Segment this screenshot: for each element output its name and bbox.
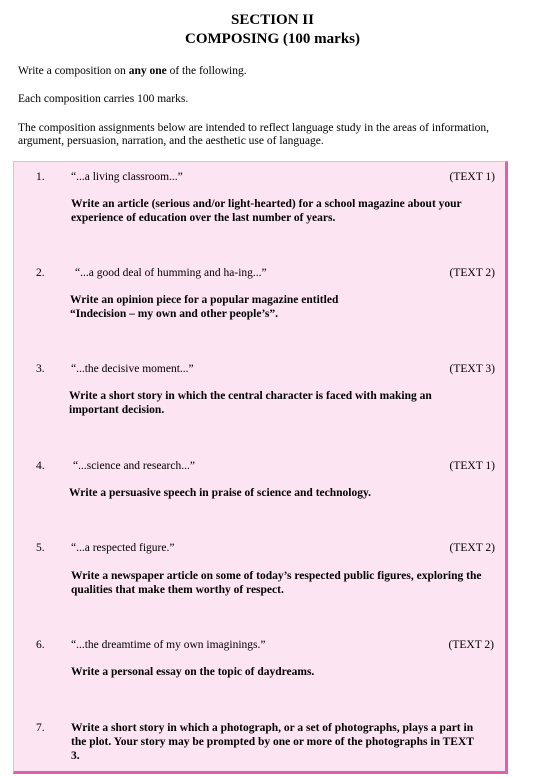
questions-box: [13, 161, 508, 774]
question-task: Write a short story in which the central character is faced with making an important decision.: [69, 390, 432, 416]
instruction-emphasis: any one: [128, 65, 167, 77]
question-task: Write a personal essay on the topic of daydreams.: [71, 666, 315, 678]
question-number: 1.: [36, 171, 45, 183]
question-quote: “...the dreamtime of my own imaginings.”: [71, 639, 266, 651]
question-quote: “...science and research...”: [73, 460, 195, 472]
instruction-assignments: The composition assignments below are intended to reflect language study in the areas of information, argument, persuasion, narration, and the aesthetic use of language.: [18, 122, 490, 147]
question-number: 2.: [36, 267, 45, 279]
question-number: 7.: [36, 722, 45, 734]
section-subtitle: COMPOSING (100 marks): [185, 31, 360, 47]
instruction-part: Write a composition on: [18, 65, 129, 77]
question-task: Write a short story in which a photograph, or a set of photographs, plays a part in the plot. Your story may be prompted by one or more of the photographs in TEXT 3.: [71, 722, 474, 762]
question-text-ref: (TEXT 3): [449, 363, 495, 375]
question-number: 6.: [36, 639, 45, 651]
question-quote: “...a living classroom...”: [71, 171, 183, 183]
question-task: Write an article (serious and/or light-hearted) for a school magazine about your experience of education over the last number of years.: [71, 198, 462, 224]
question-quote: “...a respected figure.”: [71, 542, 175, 554]
instruction-part: of the following.: [166, 65, 247, 77]
question-text-ref: (TEXT 2): [448, 639, 494, 651]
question-number: 3.: [36, 363, 45, 375]
question-number: 4.: [36, 460, 45, 472]
question-text-ref: (TEXT 2): [449, 267, 495, 279]
question-text-ref: (TEXT 1): [449, 460, 495, 472]
question-task: Write a persuasive speech in praise of science and technology.: [69, 487, 371, 499]
instruction-marks: Each composition carries 100 marks.: [18, 93, 189, 105]
question-quote: “...the decisive moment...”: [71, 363, 194, 375]
question-task: Write a newspaper article on some of today’s respected public figures, exploring the qualities that make them worthy of respect.: [71, 570, 482, 596]
question-quote: “...a good deal of humming and ha-ing...”: [75, 267, 267, 279]
question-text-ref: (TEXT 2): [449, 542, 495, 554]
section-title: SECTION II: [231, 12, 314, 28]
question-number: 5.: [36, 542, 45, 554]
question-text-ref: (TEXT 1): [449, 171, 495, 183]
question-task: Write an opinion piece for a popular magazine entitled “Indecision – my own and other people’s”.: [70, 294, 339, 320]
instruction-any-one: [18, 65, 533, 78]
